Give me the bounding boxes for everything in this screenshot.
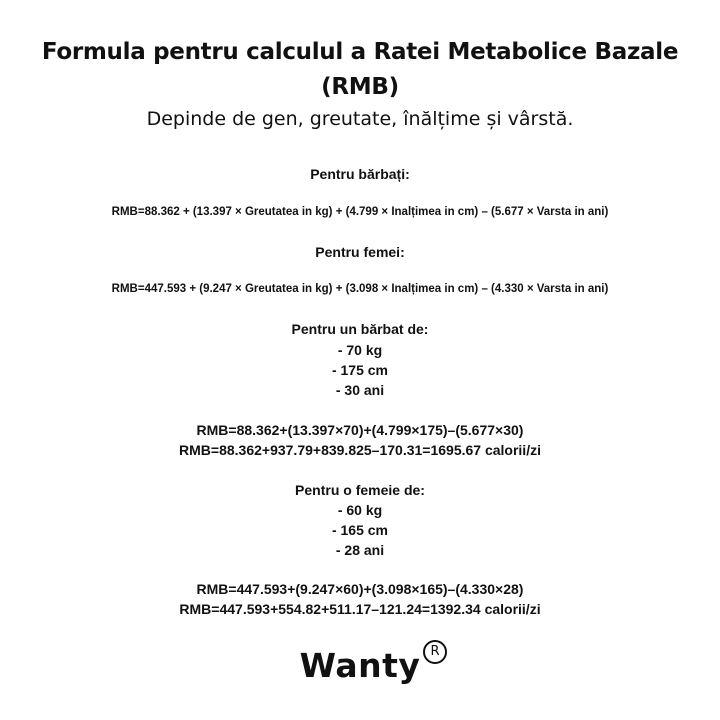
brand-logo: Wanty [299,646,421,685]
example-man-weight: - 70 kg [337,342,383,358]
men-heading: Pentru bărbați: [310,166,410,182]
page-title-abbrev: (RMB) [321,74,399,100]
example-man-age: - 30 ani [335,382,385,398]
example-woman-weight: - 60 kg [337,502,383,518]
example-man-heading: Pentru un bărbat de: [291,321,429,337]
example-woman-calc: RMB=447.593+(9.247×60)+(3.098×165)–(4.330×28) [196,581,524,597]
example-man-result: RMB=88.362+937.79+839.825–170.31=1695.67 calorii/zi [179,442,541,458]
example-man-height: - 175 cm [331,362,389,378]
women-heading: Pentru femei: [315,244,405,260]
example-woman-age: - 28 ani [335,542,385,558]
men-formula: RMB=88.362 + (13.397 × Greutatea in kg) + (4.799 × Inalțimea in cm) – (5.677 × Varsta in ani) [111,206,609,218]
page-title: Formula pentru calculul a Ratei Metabolice Bazale [41,39,679,65]
women-formula: RMB=447.593 + (9.247 × Greutatea in kg) + (3.098 × Inalțimea in cm) – (4.330 × Varsta in ani) [111,283,609,295]
example-woman-heading: Pentru o femeie de: [295,482,425,498]
page-subtitle: Depinde de gen, greutate, înălțime și vârstă. [146,108,574,130]
example-woman-result: RMB=447.593+554.82+511.17–121.24=1392.34 calorii/zi [179,601,541,617]
registered-mark-icon: R [423,640,447,664]
example-woman-height: - 165 cm [331,522,389,538]
example-man-calc: RMB=88.362+(13.397×70)+(4.799×175)–(5.677×30) [196,422,524,438]
